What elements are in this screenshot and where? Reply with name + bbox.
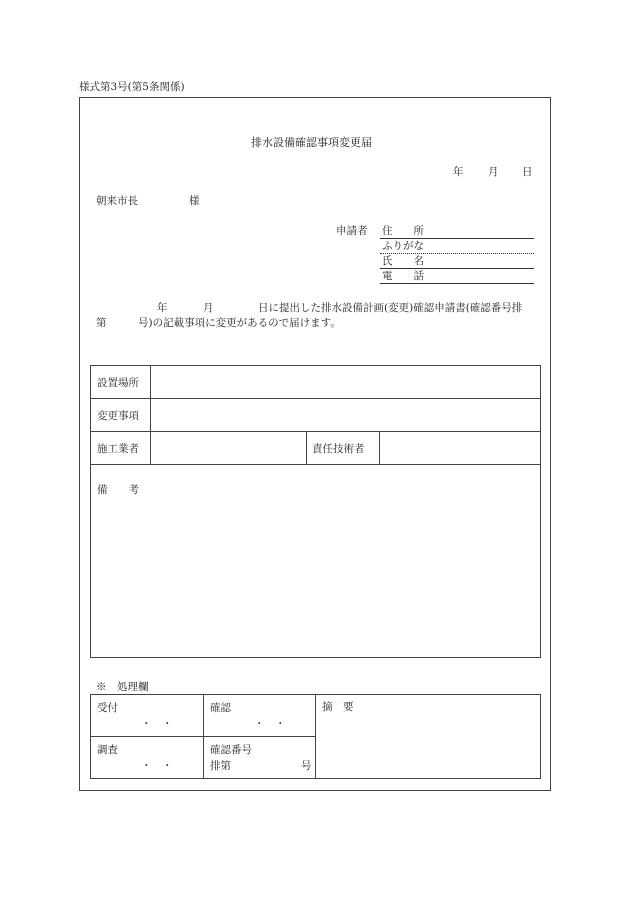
addressee-honorific: 様 <box>189 195 200 207</box>
addressee-name: 朝来市長 <box>96 195 138 207</box>
confirm-number-cell[interactable] <box>204 737 316 779</box>
summary-label: 摘 要 <box>322 701 354 713</box>
remarks-cell[interactable] <box>91 465 541 658</box>
phone-line[interactable] <box>380 283 534 284</box>
change-label: 変更事項 <box>97 409 139 422</box>
address-label: 住 所 <box>382 225 424 237</box>
survey-date-dots: ・ ・ <box>141 760 173 772</box>
name-label: 氏 名 <box>382 255 424 267</box>
applicant-label: 申請者 <box>336 225 368 237</box>
date-day: 日 <box>522 166 533 178</box>
details-table <box>90 365 541 658</box>
phone-label: 電 話 <box>382 270 424 282</box>
engineer-input[interactable] <box>380 432 541 465</box>
furigana-label: ふりがな <box>382 240 424 252</box>
form-number: 様式第3号(第5条関係) <box>79 81 185 93</box>
remarks-label: 備 考 <box>97 484 139 496</box>
summary-cell[interactable] <box>316 695 541 779</box>
contractor-label: 施工業者 <box>97 442 139 455</box>
received-date-dots: ・ ・ <box>141 718 173 730</box>
name-line[interactable] <box>380 268 534 269</box>
number-suffix: 号 <box>301 760 312 772</box>
statement-year: 年 <box>157 302 168 314</box>
date-year: 年 <box>453 166 464 178</box>
furigana-line[interactable] <box>380 253 534 254</box>
confirmed-label: 確認 <box>210 702 231 714</box>
confirmed-cell[interactable] <box>204 695 316 737</box>
location-label-cell <box>91 366 151 399</box>
processing-heading: ※ 処理欄 <box>96 681 149 693</box>
statement-month: 月 <box>203 302 214 314</box>
received-label: 受付 <box>97 702 118 714</box>
form-title: 排水設備確認事項変更届 <box>251 136 372 149</box>
survey-label: 調査 <box>97 744 118 756</box>
statement-line2-prefix: 第 <box>96 317 107 329</box>
engineer-label: 責任技術者 <box>312 442 365 455</box>
date-month: 月 <box>488 166 499 178</box>
address-line[interactable] <box>380 238 534 239</box>
engineer-label-cell <box>307 432 380 465</box>
statement-line2: 号)の記載事項に変更があるので届けます。 <box>138 317 341 329</box>
drain-prefix: 排第 <box>210 760 231 772</box>
confirm-number-label: 確認番号 <box>210 744 252 756</box>
change-input[interactable] <box>151 399 541 432</box>
location-label: 設置場所 <box>97 376 139 389</box>
survey-cell[interactable] <box>91 737 204 779</box>
change-label-cell <box>91 399 151 432</box>
processing-table <box>90 694 541 779</box>
received-cell[interactable] <box>91 695 204 737</box>
statement-line1: 日に提出した排水設備計画(変更)確認申請書(確認番号排 <box>258 302 523 314</box>
contractor-input[interactable] <box>151 432 307 465</box>
contractor-label-cell <box>91 432 151 465</box>
confirmed-date-dots: ・ ・ <box>254 718 286 730</box>
location-input[interactable] <box>151 366 541 399</box>
